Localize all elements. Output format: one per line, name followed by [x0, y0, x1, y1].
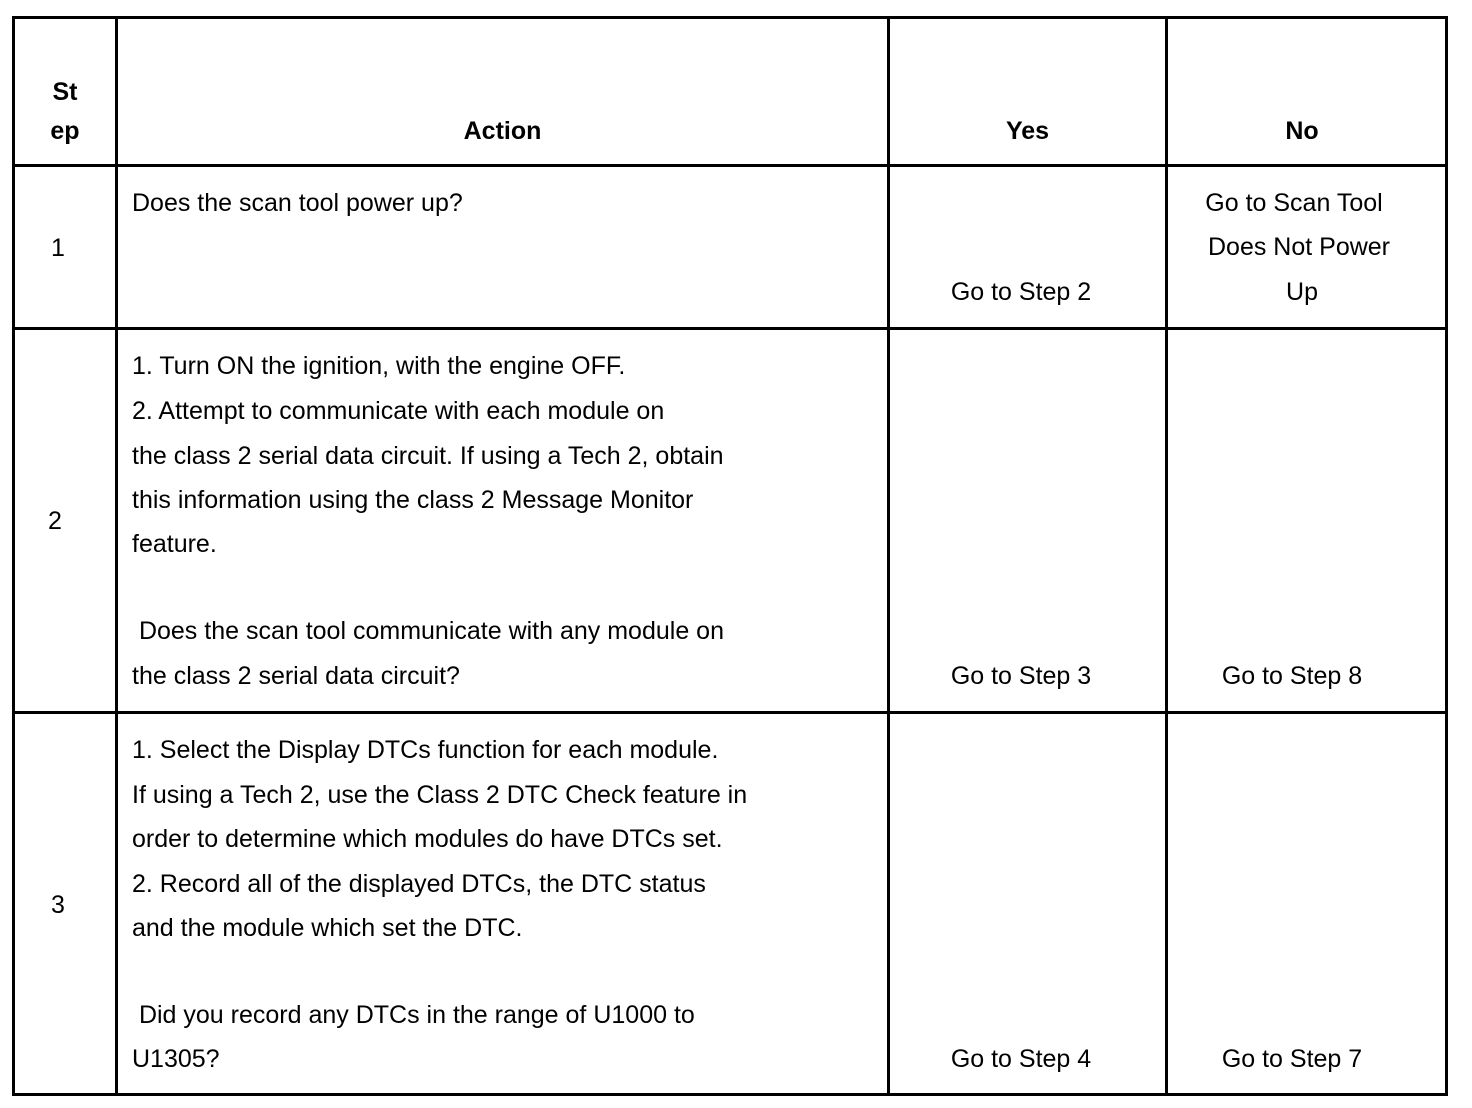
yes-result: Go to Step 2 — [950, 278, 1092, 306]
header-action: Action — [463, 117, 542, 145]
action-text: 2. Attempt to communicate with each module on — [132, 397, 665, 425]
step-number: 2 — [48, 507, 62, 535]
action-question: U1305? — [132, 1045, 220, 1073]
action-text: order to determine which modules do have DTCs set. — [132, 825, 723, 853]
action-question: the class 2 serial data circuit? — [132, 662, 460, 690]
action-text: Does the scan tool power up? — [132, 189, 463, 217]
no-result-line: Go to Scan Tool — [1205, 189, 1383, 217]
action-question: Does the scan tool communicate with any module on — [132, 617, 724, 645]
action-text: feature. — [132, 530, 217, 558]
no-result: Go to Step 8 — [1221, 662, 1363, 690]
action-text: 2. Record all of the displayed DTCs, the DTC status — [132, 870, 706, 898]
step-number: 3 — [51, 891, 65, 919]
action-text: If using a Tech 2, use the Class 2 DTC Check feature in — [132, 781, 748, 809]
header-no: No — [1285, 117, 1319, 145]
action-question: Did you record any DTCs in the range of U1000 to — [132, 1001, 695, 1029]
action-text: this information using the class 2 Message Monitor — [132, 486, 694, 514]
yes-result: Go to Step 4 — [950, 1045, 1092, 1073]
action-text: 1. Select the Display DTCs function for each module. — [132, 736, 719, 764]
header-step-line1: St — [52, 78, 78, 106]
header-row — [15, 19, 1445, 164]
yes-result: Go to Step 3 — [950, 662, 1092, 690]
step-number: 1 — [51, 234, 65, 262]
table-row — [15, 330, 1445, 711]
action-text: 1. Turn ON the ignition, with the engine OFF. — [132, 352, 626, 380]
table-row — [15, 167, 1445, 327]
no-result: Go to Step 7 — [1221, 1045, 1363, 1073]
diagnostic-table — [12, 16, 1448, 1096]
header-step-line2: ep — [50, 117, 80, 145]
table-row — [15, 714, 1445, 1096]
no-result-line: Up — [1286, 278, 1318, 306]
action-text: and the module which set the DTC. — [132, 914, 523, 942]
header-yes: Yes — [1005, 117, 1050, 145]
action-text: the class 2 serial data circuit. If using a Tech 2, obtain — [132, 442, 724, 470]
no-result-line: Does Not Power — [1207, 233, 1391, 261]
